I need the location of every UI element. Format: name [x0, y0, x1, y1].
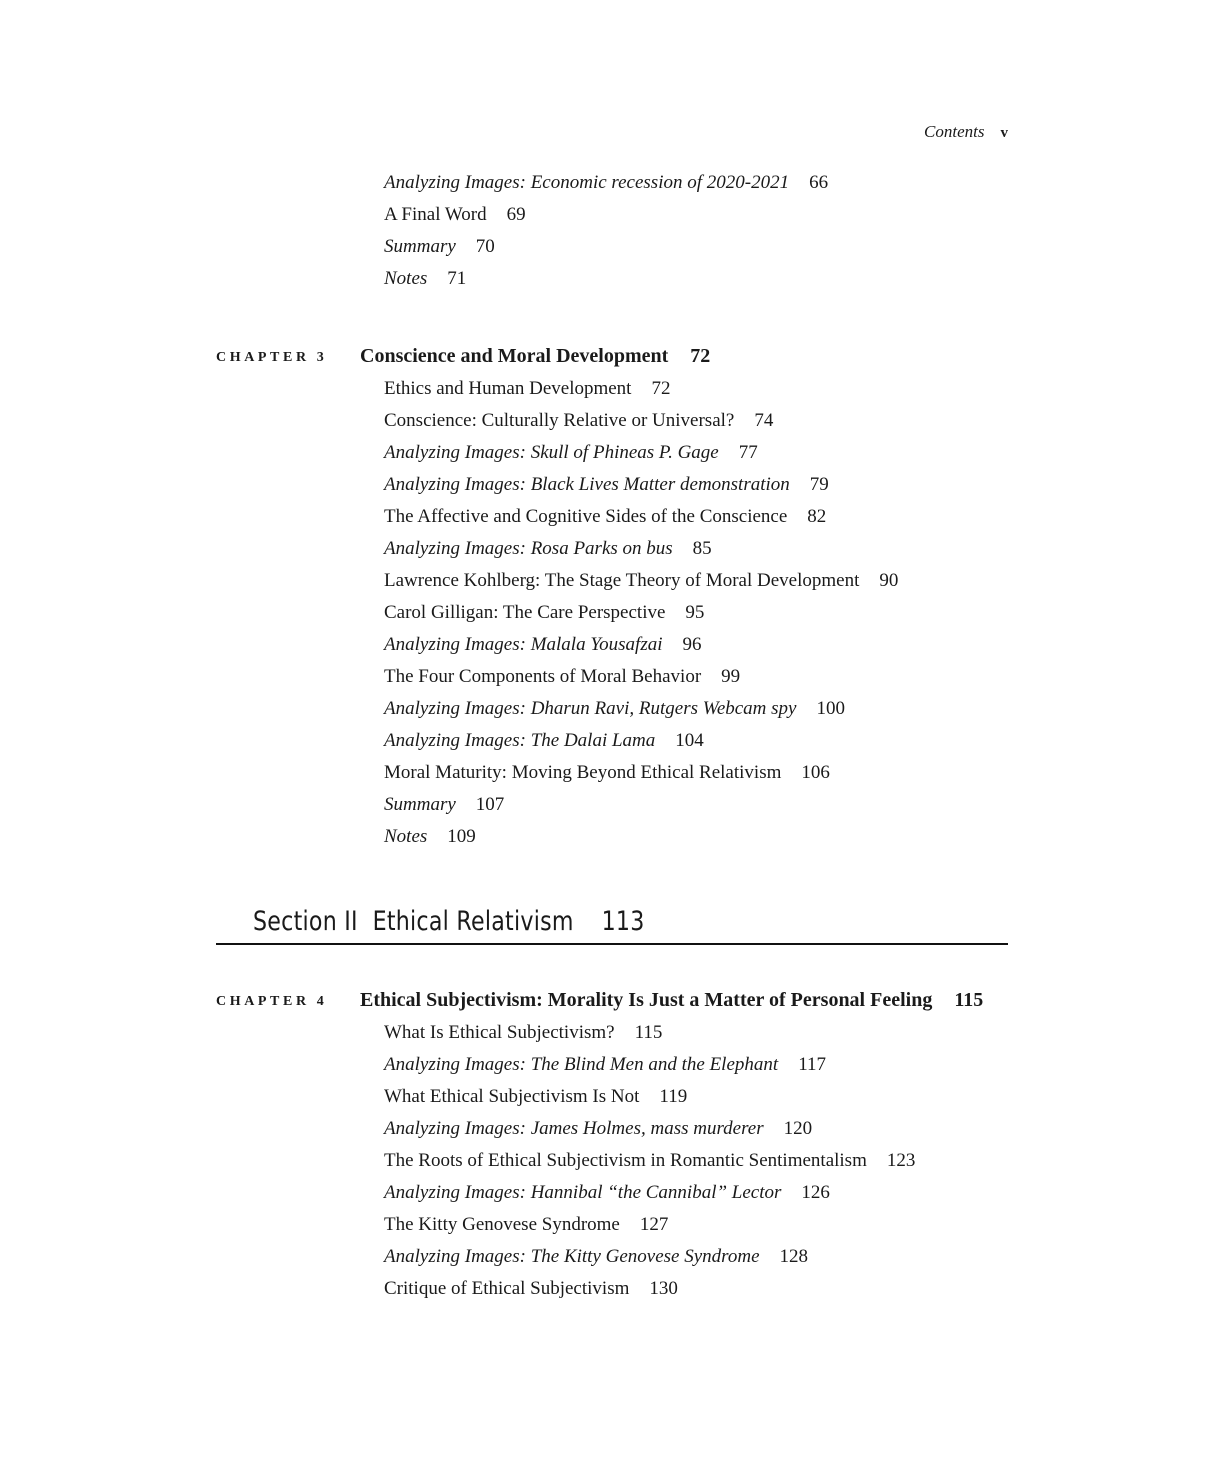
- toc-entry-page: 90: [879, 570, 899, 591]
- toc-entry-page: 74: [754, 410, 774, 431]
- toc-entry-title: Notes: [384, 826, 428, 847]
- toc-entry: [384, 267, 466, 291]
- chapter-3-page: 72: [690, 345, 711, 367]
- toc-entry: [384, 505, 826, 529]
- toc-entry-page: 130: [649, 1278, 678, 1299]
- toc-entry-title: A Final Word: [384, 204, 487, 225]
- toc-entry: [384, 235, 495, 259]
- toc-entry-page: 96: [682, 634, 702, 655]
- toc-entry-title: Analyzing Images: The Blind Men and the Elephant: [384, 1054, 779, 1075]
- toc-entry-page: 69: [506, 204, 526, 225]
- toc-entry-title: Analyzing Images: Black Lives Matter demonstration: [384, 474, 790, 495]
- toc-entry-title: Analyzing Images: Dharun Ravi, Rutgers Webcam spy: [384, 698, 797, 719]
- chapter-3-label: CHAPTER 3: [216, 350, 328, 365]
- toc-entry: [384, 1213, 668, 1237]
- toc-entry-title: Carol Gilligan: The Care Perspective: [384, 602, 666, 623]
- section-page: 113: [601, 906, 645, 937]
- chapter-3-title: Conscience and Moral Development: [360, 345, 669, 367]
- toc-entry-page: 85: [692, 538, 712, 559]
- toc-entry-page: 107: [475, 794, 505, 815]
- toc-entry-page: 120: [783, 1118, 813, 1139]
- toc-entry-page: 72: [651, 378, 671, 399]
- toc-entry-title: Notes: [384, 268, 428, 289]
- toc-entry-page: 115: [634, 1022, 663, 1043]
- section-title: Ethical Relativism: [372, 906, 574, 937]
- toc-entry: [384, 761, 830, 785]
- toc-entry-page: 104: [675, 730, 704, 751]
- toc-entry-title: The Affective and Cognitive Sides of the Conscience: [384, 506, 788, 527]
- toc-entry-page: 117: [798, 1054, 826, 1075]
- toc-entry: [384, 665, 740, 689]
- toc-entry-title: Analyzing Images: The Dalai Lama: [384, 730, 656, 751]
- toc-entry-title: Summary: [384, 794, 456, 815]
- toc-entry-title: Analyzing Images: The Kitty Genovese Syndrome: [384, 1246, 760, 1267]
- section-heading: [253, 902, 645, 942]
- toc-entry: [384, 825, 476, 849]
- toc-entry: [384, 1245, 808, 1269]
- toc-entry-page: 70: [475, 236, 495, 257]
- toc-entry-title: Conscience: Culturally Relative or Universal?: [384, 410, 735, 431]
- running-head-title: Contents: [924, 122, 985, 141]
- toc-entry-title: Analyzing Images: Rosa Parks on bus: [384, 538, 673, 559]
- toc-entry: [384, 203, 526, 227]
- toc-entry-title: Analyzing Images: James Holmes, mass murderer: [384, 1118, 764, 1139]
- toc-entry: [384, 633, 702, 657]
- toc-entry-page: 106: [801, 762, 830, 783]
- toc-entry-page: 126: [801, 1182, 830, 1203]
- toc-entry-page: 99: [721, 666, 741, 687]
- toc-entry: [384, 473, 829, 497]
- toc-entry: [384, 1277, 678, 1301]
- toc-entry-page: 100: [816, 698, 845, 719]
- toc-entry-page: 82: [807, 506, 827, 527]
- page-number: v: [1000, 125, 1008, 141]
- toc-entry: [384, 441, 758, 465]
- toc-entry: [384, 1021, 662, 1045]
- toc-entry: [384, 409, 773, 433]
- section-label: Section II: [253, 906, 358, 937]
- toc-entry: [384, 569, 898, 593]
- toc-entry-title: Analyzing Images: Malala Yousafzai: [384, 634, 663, 655]
- toc-entry: [384, 729, 704, 753]
- toc-entry-title: The Kitty Genovese Syndrome: [384, 1214, 620, 1235]
- toc-entry: [384, 697, 845, 721]
- toc-entry-page: 95: [685, 602, 705, 623]
- toc-entry-title: Lawrence Kohlberg: The Stage Theory of Moral Development: [384, 570, 860, 591]
- toc-entry-page: 79: [809, 474, 829, 495]
- toc-entry: [384, 1117, 812, 1141]
- toc-entry-title: Summary: [384, 236, 456, 257]
- chapter-4-heading: [360, 988, 983, 1012]
- toc-entry-page: 127: [639, 1214, 669, 1235]
- toc-entry-page: 66: [809, 172, 829, 193]
- toc-entry: [384, 1053, 826, 1077]
- toc-entry-title: Analyzing Images: Skull of Phineas P. Gage: [384, 442, 719, 463]
- toc-entry: [384, 537, 712, 561]
- toc-entry-title: What Is Ethical Subjectivism?: [384, 1022, 615, 1043]
- toc-entry-page: 71: [447, 268, 467, 289]
- toc-entry-title: Ethics and Human Development: [384, 378, 632, 399]
- toc-entry-page: 109: [447, 826, 476, 847]
- toc-entry-page: 119: [659, 1086, 688, 1107]
- toc-entry: [384, 1149, 915, 1173]
- toc-entry-title: Analyzing Images: Economic recession of 2020-2021: [384, 172, 790, 193]
- toc-entry: [384, 601, 704, 625]
- chapter-4-page: 115: [954, 989, 984, 1011]
- section-rule: [216, 943, 1008, 945]
- toc-entry: [384, 377, 670, 401]
- toc-entry: [384, 171, 828, 195]
- toc-entry-title: Analyzing Images: Hannibal “the Cannibal” Lector: [384, 1182, 782, 1203]
- running-head: [924, 122, 1008, 142]
- toc-entry-title: Moral Maturity: Moving Beyond Ethical Relativism: [384, 762, 782, 783]
- toc-entry: [384, 793, 504, 817]
- chapter-3-heading: [360, 344, 710, 368]
- chapter-4-label: CHAPTER 4: [216, 994, 328, 1009]
- toc-entry-title: What Ethical Subjectivism Is Not: [384, 1086, 640, 1107]
- toc-entry-title: The Four Components of Moral Behavior: [384, 666, 702, 687]
- toc-entry-title: Critique of Ethical Subjectivism: [384, 1278, 630, 1299]
- toc-entry-page: 128: [779, 1246, 809, 1267]
- toc-entry-page: 123: [886, 1150, 916, 1171]
- toc-entry-page: 77: [738, 442, 758, 463]
- toc-entry: [384, 1085, 687, 1109]
- toc-entry-title: The Roots of Ethical Subjectivism in Romantic Sentimentalism: [384, 1150, 867, 1171]
- chapter-4-title: Ethical Subjectivism: Morality Is Just a Matter of Personal Feeling: [360, 989, 933, 1011]
- toc-entry: [384, 1181, 830, 1205]
